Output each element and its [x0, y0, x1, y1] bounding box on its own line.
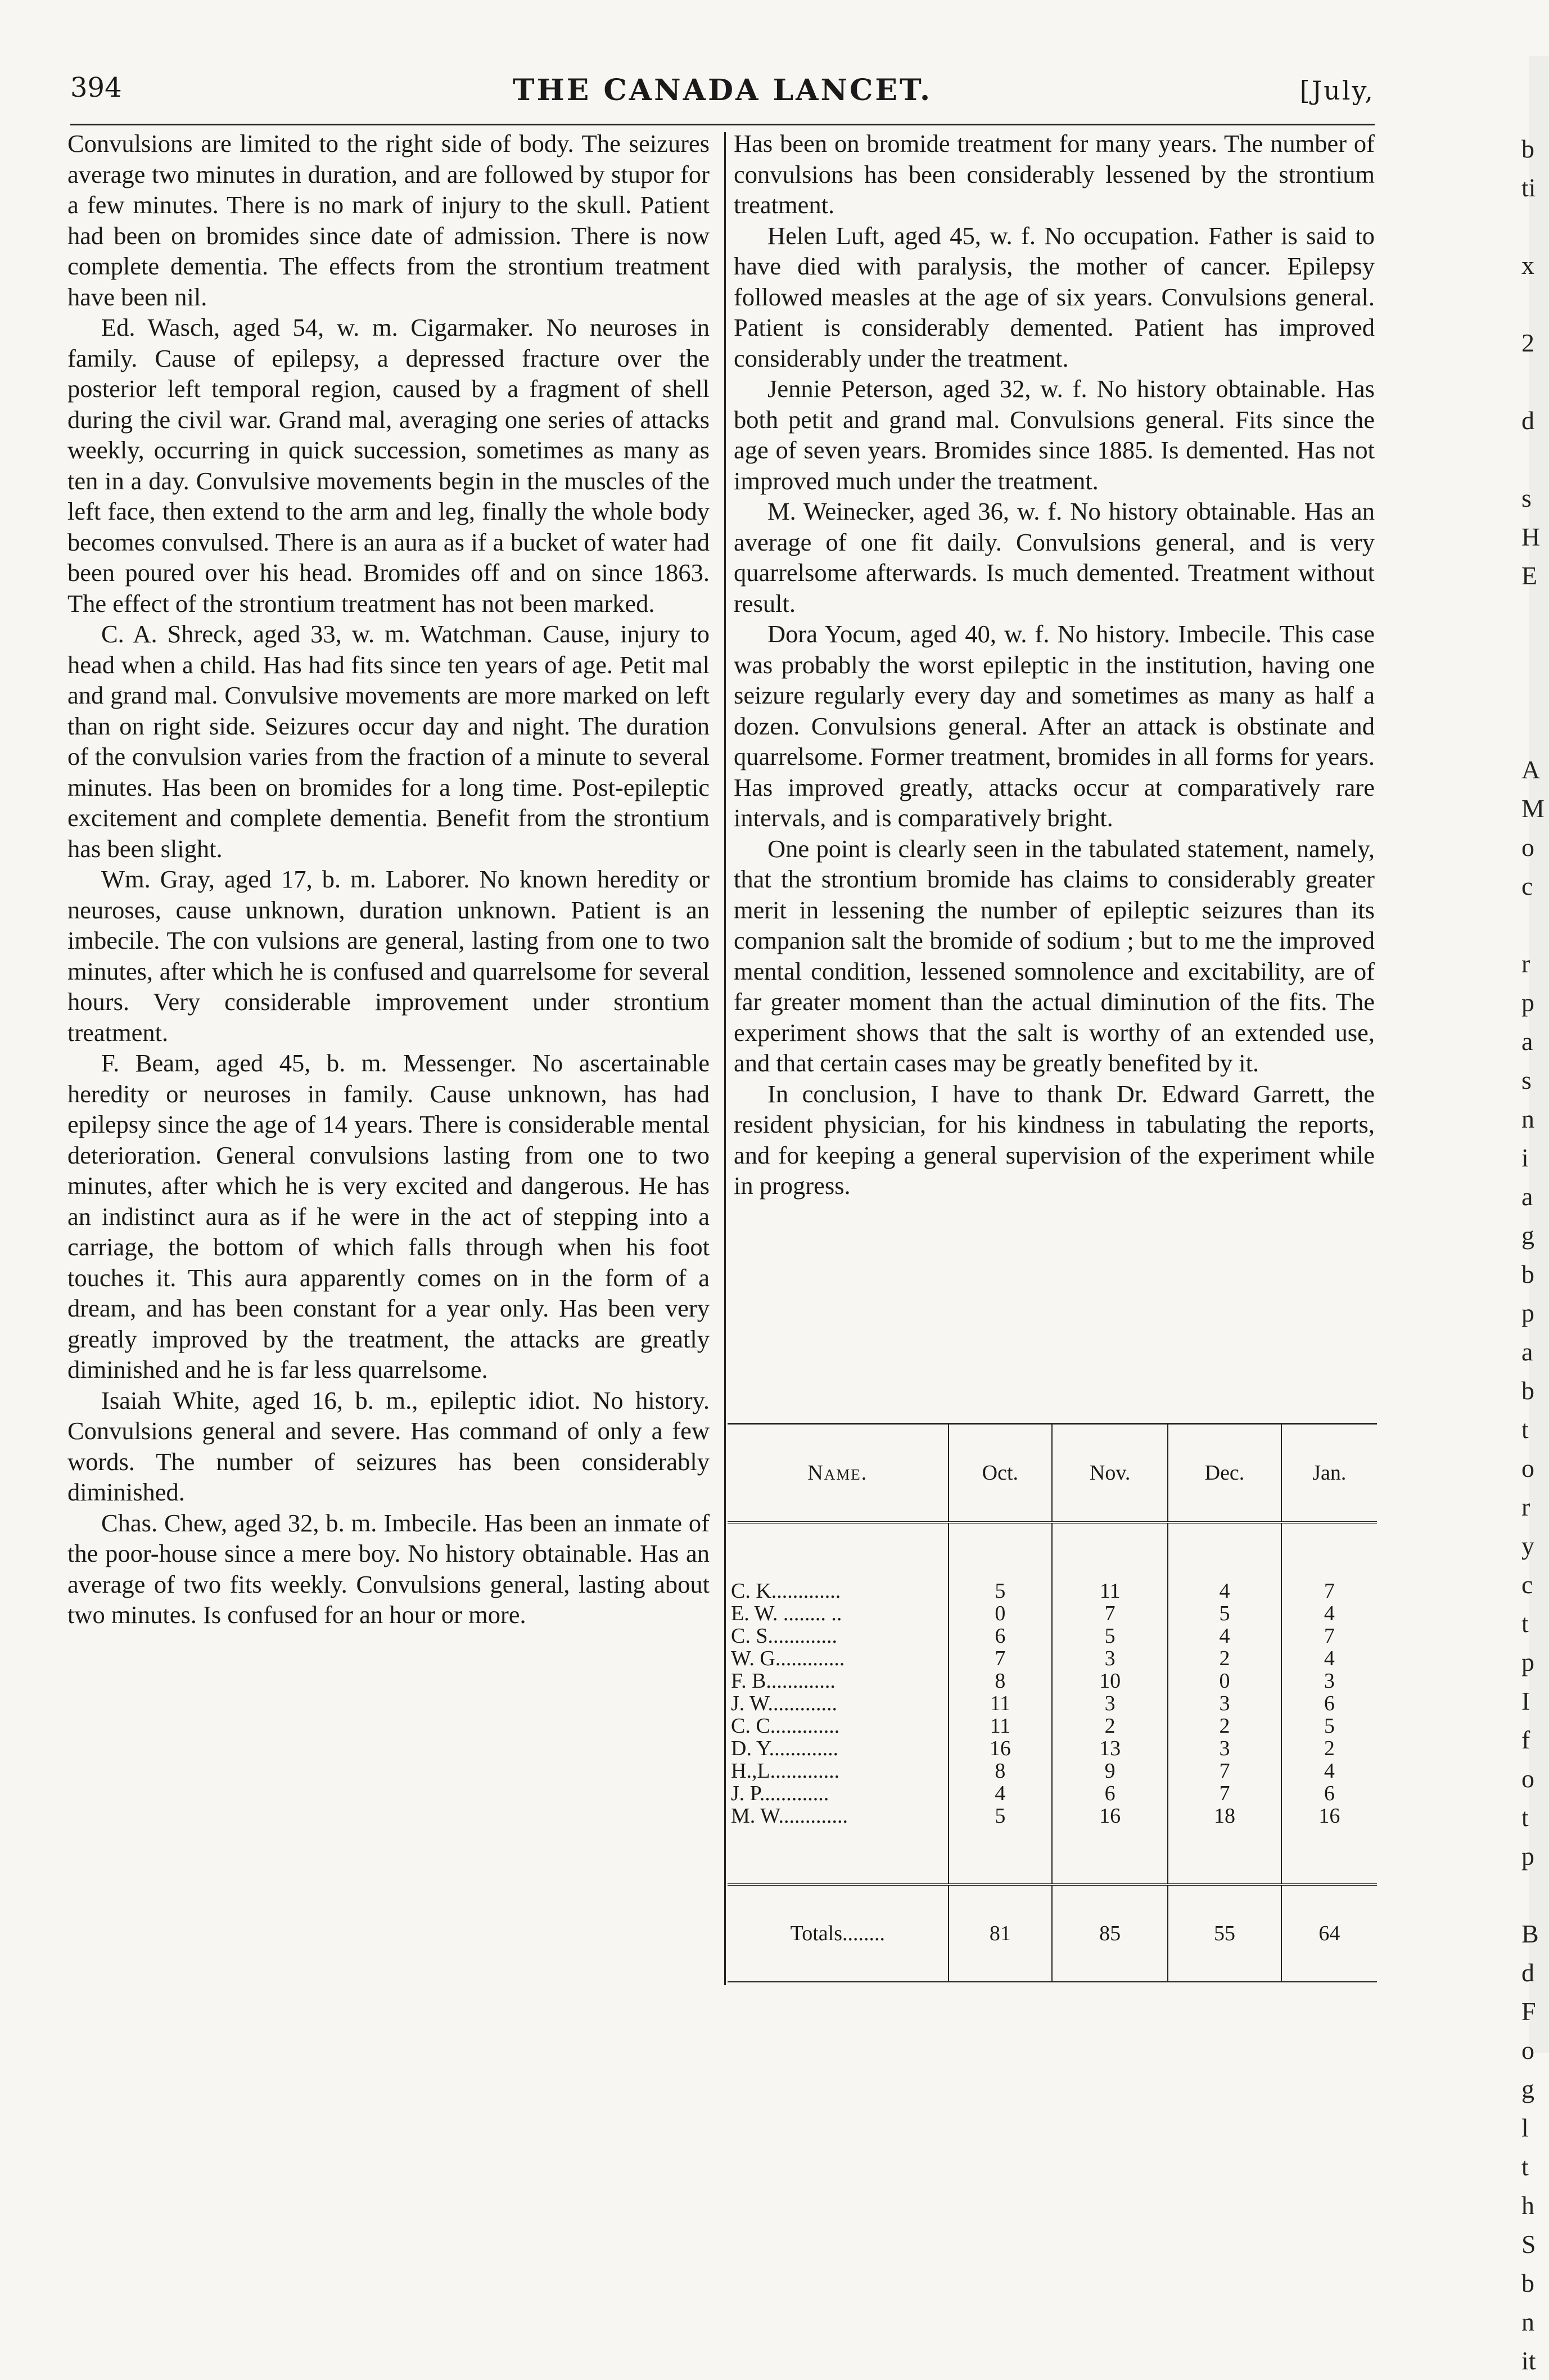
fragment-line: t: [1521, 2152, 1529, 2181]
cell: 8: [949, 1760, 1052, 1782]
cell: 3: [1052, 1647, 1168, 1670]
cell: 81: [949, 1885, 1052, 1982]
fragment-line: M: [1521, 794, 1545, 823]
fragment-line: y: [1521, 1531, 1534, 1560]
paragraph: One point is clearly seen in the tabulated statement, namely, that the strontium bromide has claims to considerably greater merit in lessening the number of epileptic seizures than its companion salt the bromide of sodium ; but to me the improved mental condition, lessened somnolence and excitability, are of far greater moment than the actual diminution of the fits. The experiment shows that the salt is worthy of an extended use, and that certain cases may be greatly benefited by it.: [734, 834, 1375, 1077]
column-divider: [724, 132, 726, 1985]
cell: 5: [1052, 1625, 1168, 1647]
fragment-line: o: [1521, 833, 1534, 862]
fragment-line: b: [1521, 2269, 1534, 2297]
cell: 64: [1281, 1885, 1377, 1982]
paragraph: Convulsions are limited to the right side of body. The seizures average two minutes in duration, and are followed by stupor for a few minutes. There is no mark of injury to the skull. Patient had been on bromides since date of admission. There is now complete dementia. The effects from the strontium treatment have been nil.: [67, 129, 710, 311]
table-row: [728, 1580, 1377, 1602]
cell: J. W.............: [731, 1692, 837, 1715]
fragment-line: [1521, 634, 1549, 673]
cell: 13: [1052, 1737, 1168, 1760]
fragment-line: i: [1521, 1143, 1529, 1172]
fragment-line: g: [1521, 2075, 1534, 2103]
fragment-line: [1521, 711, 1549, 750]
fragment-line: [1521, 285, 1549, 323]
fragment-line: [1521, 905, 1549, 944]
fragment-line: a: [1521, 1027, 1533, 1056]
paragraph: C. A. Shreck, aged 33, w. m. Watchman. Cause, injury to head when a child. Has had fits since ten years of age. Petit mal and grand mal. Convulsive movements are more marked on left than on right side. Seizures occur day and night. The duration of the convulsion varies from the fraction of a minute to several minutes. Has been on bromides for a long time. Post-epileptic excitement and complete dementia. Benefit from the strontium has been slight.: [67, 620, 710, 863]
fragment-line: [1521, 1876, 1549, 1914]
column-header-oct: Oct.: [949, 1424, 1052, 1523]
fragment-line: p: [1521, 1299, 1534, 1327]
paragraph: Has been on bromide treatment for many years. The number of convulsions has been considerably lessened by the strontium treatment.: [734, 129, 1375, 219]
cell: 2: [1281, 1737, 1377, 1760]
fragment-line: r: [1521, 1493, 1530, 1521]
fragment-line: a: [1521, 1182, 1533, 1211]
cell: 0: [949, 1602, 1052, 1625]
cell: E. W. ........ ..: [731, 1602, 842, 1625]
cell: H.,L.............: [731, 1759, 840, 1783]
cell: 6: [1052, 1782, 1168, 1805]
totals-label: Totals........: [728, 1885, 949, 1982]
fragment-line: f: [1521, 1725, 1530, 1754]
fragment-line: x: [1521, 251, 1534, 280]
fragment-line: l: [1521, 2113, 1529, 2142]
fragment-line: A: [1521, 755, 1541, 784]
totals-row: [728, 1885, 1377, 1982]
cell: 6: [949, 1625, 1052, 1647]
fragment-line: d: [1521, 1958, 1534, 1987]
cell: 4: [1281, 1760, 1377, 1782]
fragment-line: E: [1521, 561, 1538, 590]
table-row: [728, 1670, 1377, 1692]
paragraph: Isaiah White, aged 16, b. m., epileptic idiot. No history. Convulsions general and severe. Has command of only a few words. The number of seizures has been considerably diminished.: [67, 1386, 710, 1506]
cell: C. K.............: [731, 1579, 841, 1603]
fragment-line: H: [1521, 522, 1541, 551]
fragment-line: r: [1521, 949, 1530, 978]
fragment-line: I: [1521, 1687, 1530, 1715]
cell: 3: [1168, 1692, 1281, 1715]
cell: 7: [1281, 1625, 1377, 1647]
fragment-line: d: [1521, 406, 1534, 435]
paragraph: Jennie Peterson, aged 32, w. f. No history obtainable. Has both petit and grand mal. Convulsions general. Fits since the age of seven years. Bromides since 1885. Is demented. Has not improved much under the treatment.: [734, 375, 1375, 495]
cell: 4: [949, 1782, 1052, 1805]
fragment-line: o: [1521, 1764, 1534, 1793]
cell: 4: [1281, 1602, 1377, 1625]
cell: 11: [949, 1715, 1052, 1737]
fragment-line: g: [1521, 1221, 1534, 1250]
paragraph: Dora Yocum, aged 40, w. f. No history. Imbecile. This case was probably the worst epileptic in the institution, having one seizure regularly every day and sometimes as many as half a dozen. Convulsions general. After an attack is obstinate and quarrelsome. Former treatment, bromides in all forms for years. Has improved greatly, attacks occur at comparatively rare intervals, and is comparatively bright.: [734, 620, 1375, 832]
cell: 3: [1168, 1737, 1281, 1760]
table-row: [728, 1692, 1377, 1715]
fragment-line: F: [1521, 1997, 1536, 2026]
fragment-line: a: [1521, 1337, 1533, 1366]
paragraph: F. Beam, aged 45, b. m. Messenger. No ascertainable heredity or neuroses in family. Cause unknown, has had epilepsy since the age of 14 years. There is considerable mental deterioration. General convulsions lasting from one to two minutes, after which he is very excited and dangerous. He has an indistinct aura as if he were in the act of stepping into a carriage, the bottom of which falls through when his foot touches it. This aura apparently comes on in the form of a dream, and has been constant for a year only. Has been very greatly improved by the treatment, the attacks are greatly diminished and he is far less quarrelsome.: [67, 1049, 710, 1383]
table-row: [728, 1602, 1377, 1625]
cell: 2: [1052, 1715, 1168, 1737]
fragment-line: p: [1521, 1648, 1534, 1676]
fragment-line: b: [1521, 1376, 1534, 1405]
table-row: [728, 1625, 1377, 1647]
table-row: [728, 1805, 1377, 1827]
fragment-line: h: [1521, 2191, 1534, 2220]
fragment-line: o: [1521, 1454, 1534, 1482]
cell: 5: [949, 1580, 1052, 1602]
fragment-line: 2: [1521, 328, 1534, 357]
fragment-line: s: [1521, 1066, 1532, 1094]
spacer-row: [728, 1827, 1377, 1885]
seizure-table: [728, 1423, 1377, 1985]
column-header-nov: Nov.: [1052, 1424, 1168, 1523]
cell: 10: [1052, 1670, 1168, 1692]
right-column: [734, 128, 1375, 1201]
fragment-line: it: [1521, 2346, 1536, 2375]
spacer-row: [728, 1522, 1377, 1580]
cell: 18: [1168, 1805, 1281, 1827]
cell: 5: [949, 1805, 1052, 1827]
header-rule: [70, 124, 1375, 125]
facing-page-fragments: [1521, 129, 1549, 2380]
cell: F. B.............: [731, 1669, 836, 1693]
cell: 3: [1052, 1692, 1168, 1715]
paragraph: M. Weinecker, aged 36, w. f. No history obtainable. Has an average of one fit daily. Convulsions general, and is very quarrelsome afterwards. Is much demented. Treatment without result.: [734, 497, 1375, 617]
cell: 16: [949, 1737, 1052, 1760]
page-number: 394: [70, 72, 122, 103]
cell: 9: [1052, 1760, 1168, 1782]
fragment-line: t: [1521, 1415, 1529, 1444]
cell: 2: [1168, 1647, 1281, 1670]
fragment-line: s: [1521, 484, 1532, 512]
cell: W. G.............: [731, 1647, 845, 1670]
fragment-line: b: [1521, 1260, 1534, 1288]
fragment-line: b: [1521, 134, 1534, 163]
fragment-line: c: [1521, 872, 1533, 900]
cell: 4: [1168, 1580, 1281, 1602]
fragment-line: n: [1521, 1105, 1534, 1133]
cell: 85: [1052, 1885, 1168, 1982]
fragment-line: n: [1521, 2307, 1534, 2336]
table-row: [728, 1647, 1377, 1670]
fragment-line: [1521, 440, 1549, 479]
cell: 6: [1281, 1692, 1377, 1715]
cell: 16: [1052, 1805, 1168, 1827]
cell: 8: [949, 1670, 1052, 1692]
issue-month: [July,: [1299, 75, 1375, 106]
cell: 16: [1281, 1805, 1377, 1827]
column-header-dec: Dec.: [1168, 1424, 1281, 1523]
cell: C. C.............: [731, 1714, 840, 1738]
cell: 55: [1168, 1885, 1281, 1982]
cell: 6: [1281, 1782, 1377, 1805]
table-row: [728, 1737, 1377, 1760]
fragment-line: t: [1521, 1803, 1529, 1832]
fragment-line: c: [1521, 1570, 1533, 1599]
fragment-line: t: [1521, 1609, 1529, 1638]
cell: M. W.............: [731, 1804, 848, 1828]
fragment-line: ti: [1521, 173, 1536, 202]
fragment-line: [1521, 207, 1549, 246]
table-header-row: [728, 1424, 1377, 1523]
paragraph: Helen Luft, aged 45, w. f. No occupation. Father is said to have died with paralysis, the mother of cancer. Epilepsy followed measles at the age of six years. Convulsions general. Patient is considerably demented. Patient has improved considerably under the treatment.: [734, 221, 1375, 372]
cell: 7: [949, 1647, 1052, 1670]
cell: 4: [1168, 1625, 1281, 1647]
cell: 3: [1281, 1670, 1377, 1692]
cell: 7: [1052, 1602, 1168, 1625]
table-row: [728, 1760, 1377, 1782]
cell: 5: [1168, 1602, 1281, 1625]
cell: J. P.............: [731, 1782, 829, 1805]
cell: C. S.............: [731, 1624, 837, 1648]
paragraph: In conclusion, I have to thank Dr. Edward Garrett, the resident physician, for his kindness in tabulating the reports, and for keeping a general supervision of the experiment while in progress.: [734, 1079, 1375, 1200]
fragment-line: S: [1521, 2230, 1536, 2259]
fragment-line: [1521, 595, 1549, 634]
fragment-line: o: [1521, 2036, 1534, 2065]
cell: 5: [1281, 1715, 1377, 1737]
fragment-line: B: [1521, 1919, 1539, 1948]
column-header-name: Name.: [728, 1424, 949, 1523]
paragraph: Ed. Wasch, aged 54, w. m. Cigarmaker. No neuroses in family. Cause of epilepsy, a depressed fracture over the posterior left temporal region, caused by a fragment of shell during the civil war. Grand mal, averaging one series of attacks weekly, occurring in quick succession, sometimes as many as ten in a day. Convulsive movements begin in the muscles of the left face, then extend to the arm and leg, finally the whole body becomes convulsed. There is an aura as if a bucket of water had been poured over his head. Bromides off and on since 1863. The effect of the strontium treatment has not been marked.: [67, 313, 710, 617]
page-header: [70, 72, 1375, 117]
cell: 2: [1168, 1715, 1281, 1737]
paragraph: Chas. Chew, aged 32, b. m. Imbecile. Has been an inmate of the poor-house since a mere boy. No history obtainable. Has an average of two fits weekly. Convulsions general, lasting about two minutes. Is confused for an hour or more.: [67, 1508, 710, 1629]
cell: 4: [1281, 1647, 1377, 1670]
column-header-jan: Jan.: [1281, 1424, 1377, 1523]
fragment-line: p: [1521, 1842, 1534, 1870]
cell: 7: [1168, 1760, 1281, 1782]
fragment-line: p: [1521, 988, 1534, 1017]
table-row: [728, 1782, 1377, 1805]
cell: 11: [1052, 1580, 1168, 1602]
fragment-line: [1521, 362, 1549, 401]
paragraph: Wm. Gray, aged 17, b. m. Laborer. No known heredity or neuroses, cause unknown, duration unknown. Patient is an imbecile. The con vulsions are general, lasting from one to two minutes, after which he is confused and quarrelsome for several hours. Very considerable improvement under strontium treatment.: [67, 865, 710, 1047]
journal-title: THE CANADA LANCET.: [512, 73, 933, 107]
cell: D. Y.............: [731, 1737, 839, 1760]
table-row: [728, 1715, 1377, 1737]
cell: 7: [1168, 1782, 1281, 1805]
cell: 11: [949, 1692, 1052, 1715]
left-column: [67, 128, 710, 1630]
cell: 0: [1168, 1670, 1281, 1692]
fragment-line: [1521, 673, 1549, 711]
cell: 7: [1281, 1580, 1377, 1602]
